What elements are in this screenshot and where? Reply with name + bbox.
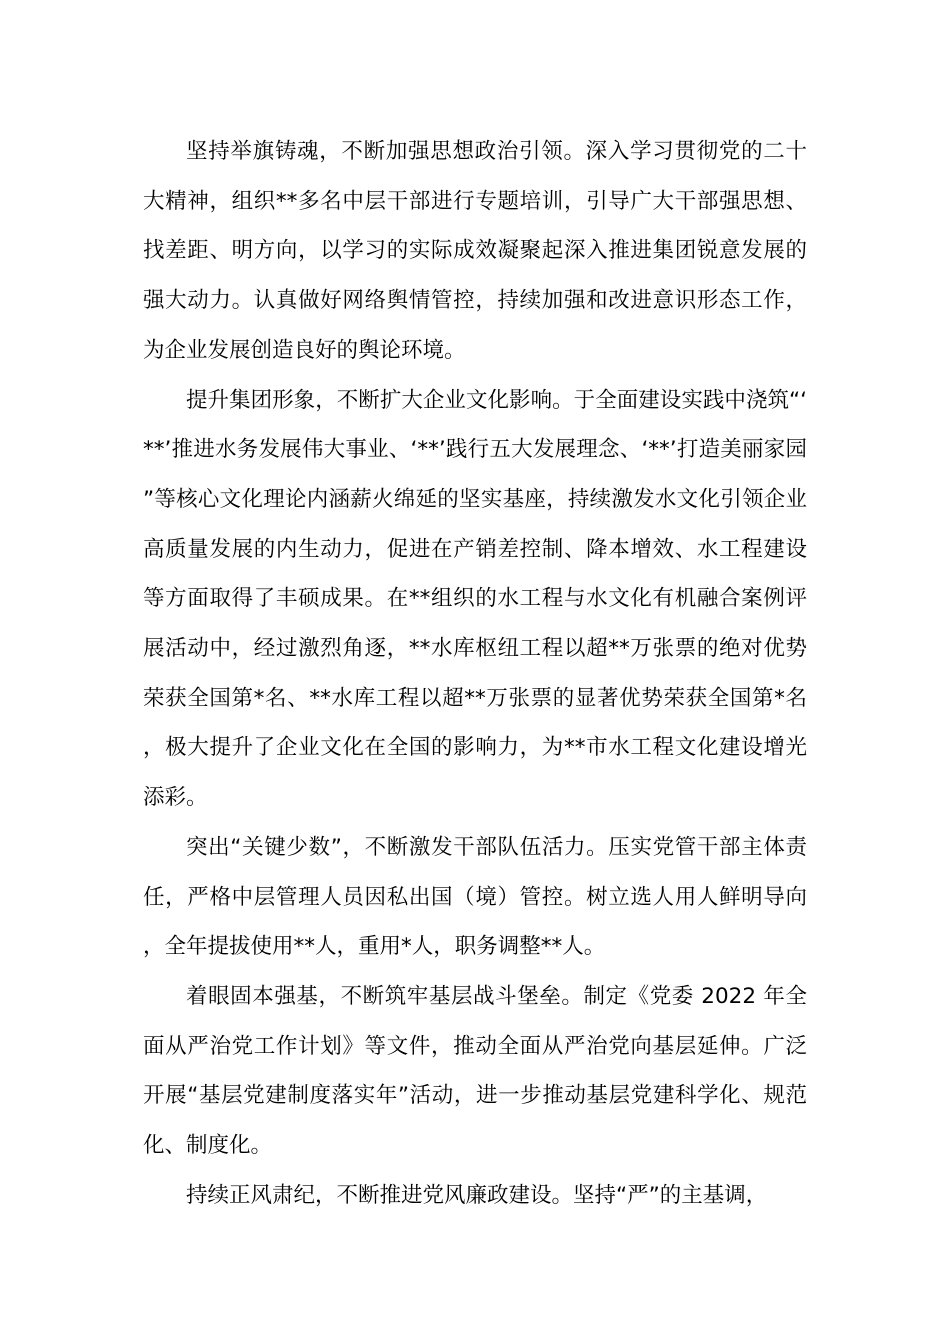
paragraph-cadre-team: 突出“关键少数”，不断激发干部队伍活力。压实党管干部主体责任，严格中层管理人员因私出国（境）管控。树立选人用人鲜明导向，全年提拔使用**人，重用*人，职务调整**人。 [143,834,807,960]
document-body [143,127,807,1220]
paragraph-discipline: 持续正风肃纪，不断推进党风廉政建设。坚持“严”的主基调， [186,1182,768,1208]
paragraph-corporate-culture: 提升集团形象，不断扩大企业文化影响。于全面建设实践中浇筑“‘**’推进水务发展伟大事业、‘**’践行五大发展理念、‘**’打造美丽家园”等核心文化理论内涵薪火绵延的坚实基座，持续激发水文化引领企业高质量发展的内生动力，促进在产销差控制、降本增效、水工程建设等方面取得了丰硕成果。在**组织的水工程与水文化有机融合案例评展活动中，经过激烈角逐，**水库枢纽工程以超**万张票的绝对优势荣获全国第*名、**水库工程以超**万张票的显著优势荣获全国第*名，极大提升了企业文化在全国的影响力，为**市水工程文化建设增光添彩。 [143,387,807,811]
paragraph-ideology: 坚持举旗铸魂，不断加强思想政治引领。深入学习贯彻党的二十大精神，组织**多名中层干部进行专题培训，引导广大干部强思想、找差距、明方向，以学习的实际成效凝聚起深入推进集团锐意发展的强大动力。认真做好网络舆情管控，持续加强和改进意识形态工作，为企业发展创造良好的舆论环境。 [143,139,807,363]
paragraph-grassroots: 着眼固本强基，不断筑牢基层战斗堡垒。制定《党委 2022 年全面从严治党工作计划》等文件，推动全面从严治党向基层延伸。广泛开展“基层党建制度落实年”活动，进一步推动基层党建科学化、规范化、制度化。 [143,983,807,1159]
